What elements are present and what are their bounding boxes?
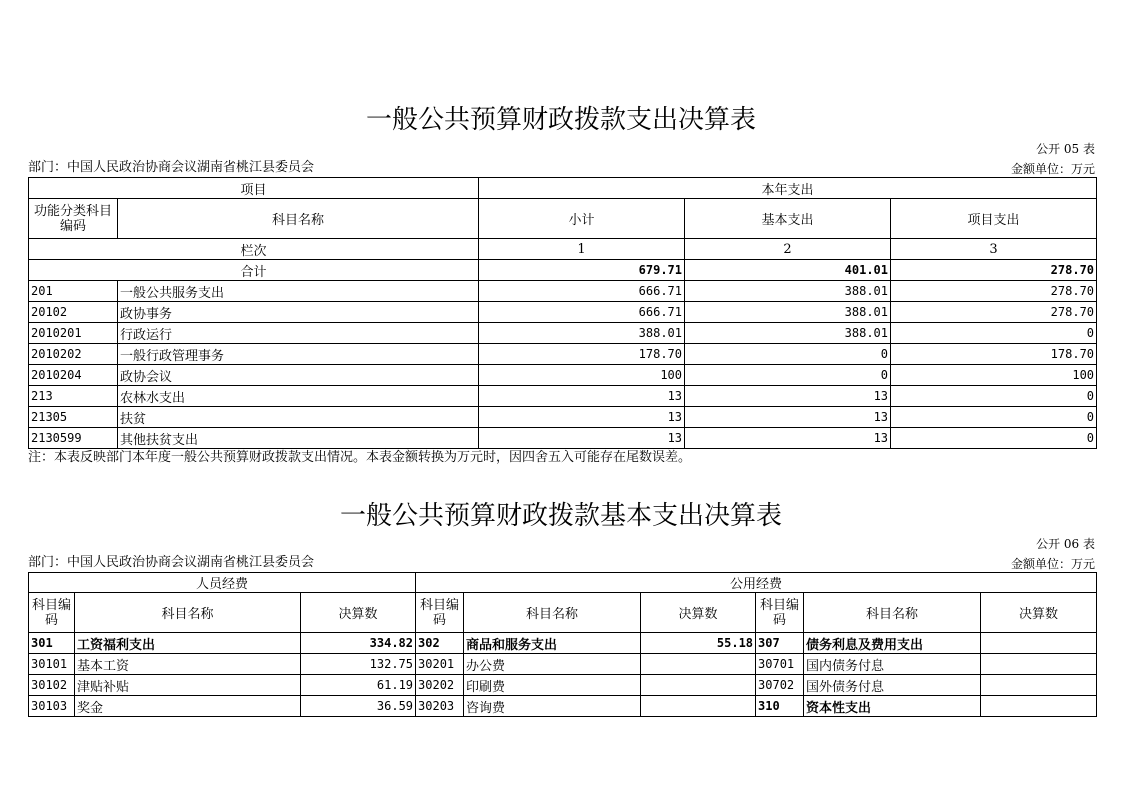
row-basic: 13 bbox=[685, 428, 891, 449]
table-row bbox=[29, 675, 1097, 696]
row-code: 30702 bbox=[756, 675, 804, 696]
table1-column-1: 1 bbox=[479, 239, 685, 260]
table1-note: 注：本表反映部门本年度一般公共预算财政拨款支出情况。本表金额转换为万元时，因四舍五入可能存在尾数误差。 bbox=[28, 450, 692, 465]
row-subtotal: 388.01 bbox=[479, 323, 685, 344]
row-subtotal: 13 bbox=[479, 386, 685, 407]
table2-header-amount-1: 决算数 bbox=[301, 593, 416, 633]
table-row bbox=[29, 365, 1097, 386]
table-row bbox=[29, 281, 1097, 302]
row-code: 2010201 bbox=[29, 323, 118, 344]
row-code: 30203 bbox=[416, 696, 464, 717]
row-subtotal: 178.70 bbox=[479, 344, 685, 365]
row-code: 2010202 bbox=[29, 344, 118, 365]
table1-code: 公开 05 表 bbox=[1036, 142, 1095, 156]
table-row bbox=[29, 696, 1097, 717]
row-name: 津贴补贴 bbox=[75, 675, 301, 696]
table-row bbox=[29, 302, 1097, 323]
row-project: 0 bbox=[891, 386, 1097, 407]
row-project: 0 bbox=[891, 323, 1097, 344]
table2-header-name-2: 科目名称 bbox=[464, 593, 641, 633]
row-amount: 132.75 bbox=[301, 654, 416, 675]
row-subtotal: 100 bbox=[479, 365, 685, 386]
row-name: 办公费 bbox=[464, 654, 641, 675]
table2-header-name-1: 科目名称 bbox=[75, 593, 301, 633]
table2-header-amount-2: 决算数 bbox=[641, 593, 756, 633]
row-name: 奖金 bbox=[75, 696, 301, 717]
table1-dept: 部门：中国人民政治协商会议湖南省桃江县委员会 bbox=[28, 160, 315, 175]
row-code: 30202 bbox=[416, 675, 464, 696]
table1-header-subtotal: 小计 bbox=[479, 199, 685, 239]
row-amount: 61.19 bbox=[301, 675, 416, 696]
table1-header-item: 项目 bbox=[29, 178, 479, 199]
row-project: 0 bbox=[891, 428, 1097, 449]
table1-column-3: 3 bbox=[891, 239, 1097, 260]
table1-total-basic: 401.01 bbox=[685, 260, 891, 281]
table2-header-code-3: 科目编码 bbox=[756, 593, 804, 633]
table-row bbox=[29, 654, 1097, 675]
table2-title: 一般公共预算财政拨款基本支出决算表 bbox=[339, 501, 782, 531]
row-subtotal: 666.71 bbox=[479, 281, 685, 302]
row-code: 30201 bbox=[416, 654, 464, 675]
row-basic: 13 bbox=[685, 407, 891, 428]
row-basic: 0 bbox=[685, 344, 891, 365]
table1 bbox=[28, 177, 1097, 449]
row-name: 商品和服务支出 bbox=[464, 633, 641, 654]
row-amount bbox=[641, 675, 756, 696]
table-row bbox=[29, 407, 1097, 428]
row-code: 30103 bbox=[29, 696, 75, 717]
row-code: 30101 bbox=[29, 654, 75, 675]
row-name: 印刷费 bbox=[464, 675, 641, 696]
row-name: 政协事务 bbox=[118, 302, 479, 323]
row-basic: 0 bbox=[685, 365, 891, 386]
row-code: 310 bbox=[756, 696, 804, 717]
table2-header-personnel: 人员经费 bbox=[29, 573, 416, 593]
row-code: 20102 bbox=[29, 302, 118, 323]
row-amount bbox=[641, 696, 756, 717]
row-name: 国外债务付息 bbox=[804, 675, 981, 696]
table1-column-2: 2 bbox=[685, 239, 891, 260]
table-row bbox=[29, 633, 1097, 654]
row-name: 政协会议 bbox=[118, 365, 479, 386]
row-basic: 388.01 bbox=[685, 281, 891, 302]
row-subtotal: 13 bbox=[479, 428, 685, 449]
row-name: 工资福利支出 bbox=[75, 633, 301, 654]
table2-header-public: 公用经费 bbox=[416, 573, 1097, 593]
row-name: 基本工资 bbox=[75, 654, 301, 675]
table2 bbox=[28, 572, 1097, 717]
table2-code: 公开 06 表 bbox=[1036, 537, 1095, 551]
table-row bbox=[29, 344, 1097, 365]
row-name: 债务利息及费用支出 bbox=[804, 633, 981, 654]
row-amount bbox=[981, 654, 1097, 675]
table1-column-label: 栏次 bbox=[29, 239, 479, 260]
row-amount bbox=[641, 654, 756, 675]
row-code: 302 bbox=[416, 633, 464, 654]
row-name: 农林水支出 bbox=[118, 386, 479, 407]
table1-header-name: 科目名称 bbox=[118, 199, 479, 239]
table1-unit: 金额单位：万元 bbox=[1010, 162, 1095, 176]
row-project: 0 bbox=[891, 407, 1097, 428]
row-amount bbox=[981, 675, 1097, 696]
row-code: 301 bbox=[29, 633, 75, 654]
table2-header-code-1: 科目编码 bbox=[29, 593, 75, 633]
row-code: 2130599 bbox=[29, 428, 118, 449]
row-project: 178.70 bbox=[891, 344, 1097, 365]
table1-header-basic: 基本支出 bbox=[685, 199, 891, 239]
row-name: 扶贫 bbox=[118, 407, 479, 428]
row-project: 100 bbox=[891, 365, 1097, 386]
table-row bbox=[29, 428, 1097, 449]
table1-header-project: 项目支出 bbox=[891, 199, 1097, 239]
row-name: 行政运行 bbox=[118, 323, 479, 344]
row-code: 213 bbox=[29, 386, 118, 407]
row-amount: 36.59 bbox=[301, 696, 416, 717]
row-name: 其他扶贫支出 bbox=[118, 428, 479, 449]
table2-header-amount-3: 决算数 bbox=[981, 593, 1097, 633]
table1-total-label: 合计 bbox=[29, 260, 479, 281]
row-name: 资本性支出 bbox=[804, 696, 981, 717]
table2-dept: 部门：中国人民政治协商会议湖南省桃江县委员会 bbox=[28, 555, 315, 570]
table-row bbox=[29, 386, 1097, 407]
row-name: 一般公共服务支出 bbox=[118, 281, 479, 302]
row-name: 一般行政管理事务 bbox=[118, 344, 479, 365]
row-code: 2010204 bbox=[29, 365, 118, 386]
table1-title: 一般公共预算财政拨款支出决算表 bbox=[365, 105, 756, 135]
row-name: 咨询费 bbox=[464, 696, 641, 717]
row-subtotal: 666.71 bbox=[479, 302, 685, 323]
row-amount: 55.18 bbox=[641, 633, 756, 654]
row-code: 21305 bbox=[29, 407, 118, 428]
row-basic: 13 bbox=[685, 386, 891, 407]
table1-header-year: 本年支出 bbox=[479, 178, 1097, 199]
row-subtotal: 13 bbox=[479, 407, 685, 428]
table-row bbox=[29, 323, 1097, 344]
row-project: 278.70 bbox=[891, 302, 1097, 323]
table2-header-name-3: 科目名称 bbox=[804, 593, 981, 633]
row-code: 307 bbox=[756, 633, 804, 654]
row-amount bbox=[981, 696, 1097, 717]
row-amount: 334.82 bbox=[301, 633, 416, 654]
row-basic: 388.01 bbox=[685, 323, 891, 344]
row-project: 278.70 bbox=[891, 281, 1097, 302]
table1-header-code: 功能分类科目编码 bbox=[29, 199, 118, 239]
row-basic: 388.01 bbox=[685, 302, 891, 323]
row-amount bbox=[981, 633, 1097, 654]
row-code: 30102 bbox=[29, 675, 75, 696]
table1-total-subtotal: 679.71 bbox=[479, 260, 685, 281]
row-code: 201 bbox=[29, 281, 118, 302]
row-name: 国内债务付息 bbox=[804, 654, 981, 675]
table2-unit: 金额单位：万元 bbox=[1010, 557, 1095, 571]
row-code: 30701 bbox=[756, 654, 804, 675]
table2-header-code-2: 科目编码 bbox=[416, 593, 464, 633]
table1-total-project: 278.70 bbox=[891, 260, 1097, 281]
